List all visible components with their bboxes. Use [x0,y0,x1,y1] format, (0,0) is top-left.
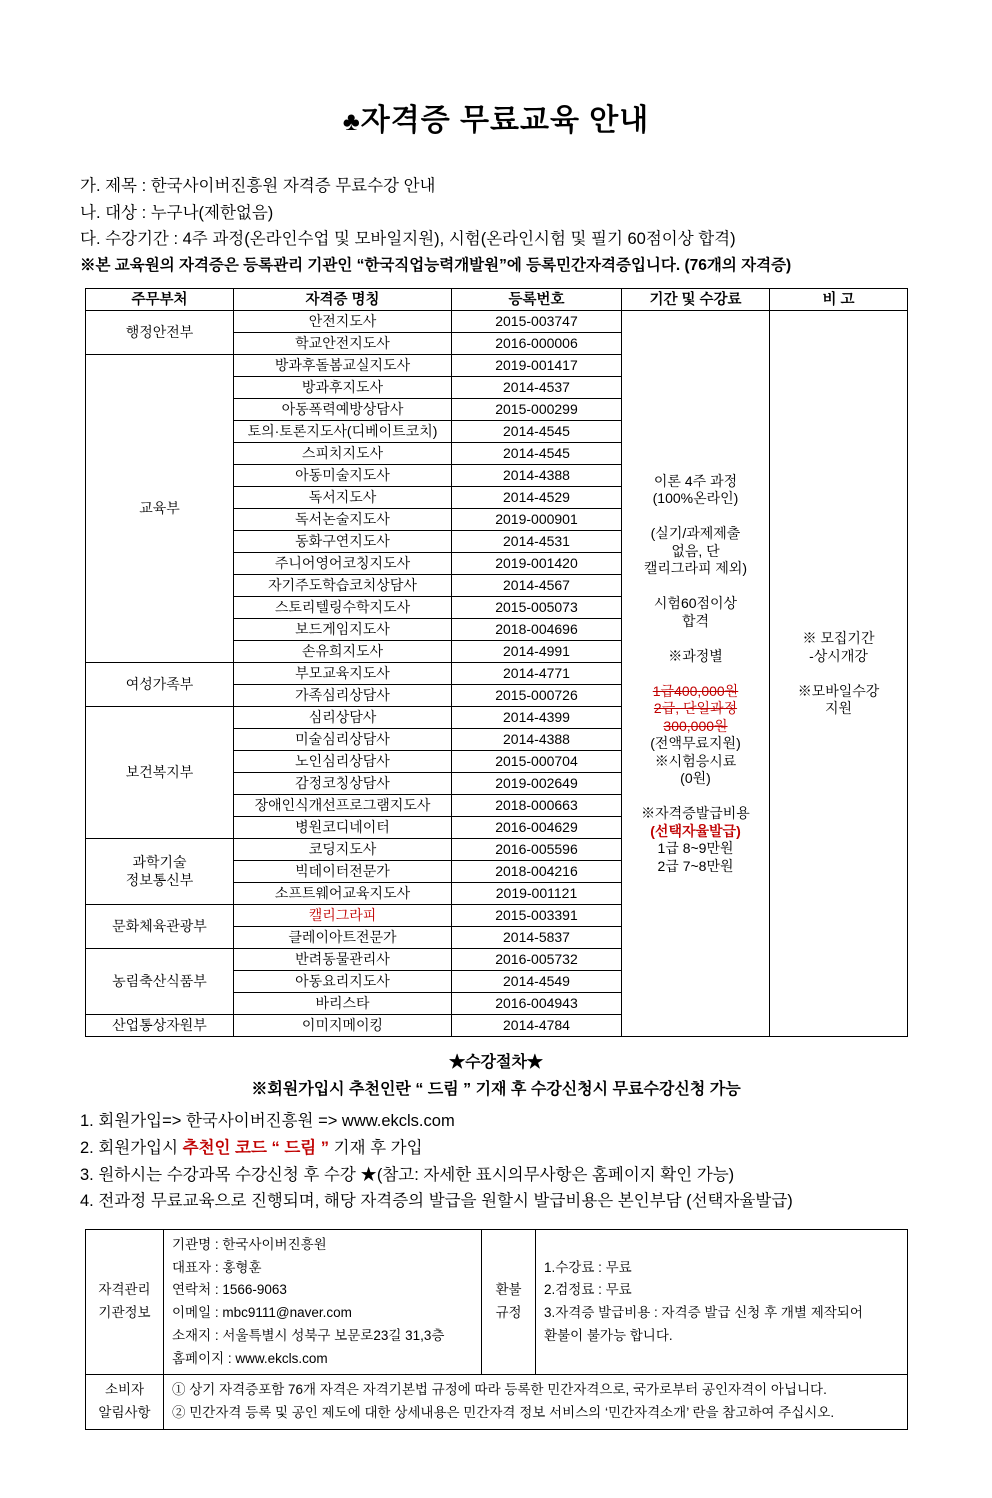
cell-cert-name: 아동요리지도사 [234,971,452,993]
cell-reg-number: 2019-001121 [452,883,622,905]
step-1-text: 회원가입=> 한국사이버진흥원 => www.ekcls.com [98,1112,455,1131]
cell-reg-number: 2014-4771 [452,663,622,685]
cell-cert-name: 바리스타 [234,993,452,1015]
department-name-line: 과학기술 [132,854,187,871]
procedure-subtitle: ※회원가입시 추천인란 “ 드림 ” 기재 후 수강신청시 무료수강신청 가능 [251,1081,741,1099]
remark-line: 지원 [824,700,853,717]
document-page [0,95,992,1498]
header-period-fee: 기간 및 수강료 [622,289,770,311]
cell-reg-number: 2014-4537 [452,377,622,399]
cell-cert-name: 미술심리상담사 [234,729,452,751]
procedure-title: ★수강절차★ [449,1054,543,1072]
fee-line: (실기/과제제출 [650,525,741,542]
step-2-highlight: 추천인 코드 “ 드림 ” [182,1138,330,1157]
cell-cert-name: 장애인식개선프로그램지도사 [234,795,452,817]
consumer-notice-body [164,1375,908,1429]
fee-line: 이론 4주 과정 [653,472,738,489]
cell-reg-number: 2018-000663 [452,795,622,817]
fee-strikethrough-line: 300,000원 [663,717,728,734]
step-3-num: 3. [80,1165,94,1184]
cell-reg-number: 2016-005596 [452,839,622,861]
info-left-label [86,1230,164,1375]
cell-reg-number: 2015-005073 [452,597,622,619]
contact-phone: 연락처 : 1566-9063 [172,1282,287,1298]
cell-cert-name: 가족심리상담사 [234,685,452,707]
step-2-pre: 회원가입시 [98,1138,183,1157]
cell-remarks [770,311,908,1037]
cell-reg-number: 2019-001417 [452,355,622,377]
cell-cert-name: 방과후지도사 [234,377,452,399]
fee-line [624,508,767,526]
consumer-notice-line-1: ① 상기 자격증포함 76개 자격은 자격기본법 규정에 따라 등록한 민간자격으로, 국가로부터 공인자격이 아닙니다. [172,1382,827,1398]
cell-reg-number: 2014-5837 [452,927,622,949]
cell-reg-number: 2018-004216 [452,861,622,883]
info-left-label-line-1: 자격관리 [98,1282,151,1298]
header-cert-name: 자격증 명칭 [234,289,452,311]
fee-line: (전액무료지원) [650,735,741,752]
cell-reg-number: 2016-005732 [452,949,622,971]
cell-cert-name: 방과후돌봄교실지도사 [234,355,452,377]
table-header-row [86,289,908,311]
department-name-line: 교육부 [139,500,180,517]
fee-strikethrough-line: 1급400,000원 [652,682,739,699]
intro-block [80,173,992,278]
cell-cert-name: 동화구연지도사 [234,531,452,553]
cell-cert-name: 아동폭력예방상담사 [234,399,452,421]
consumer-notice-label-line-2: 알림사항 [98,1404,151,1420]
fee-line: 캘리그라피 제외) [643,560,748,577]
cell-cert-name: 스피치지도사 [234,443,452,465]
cell-cert-name: 노인심리상담사 [234,751,452,773]
fee-line: ※과정별 [668,647,723,664]
institution-info-table [85,1229,908,1429]
cell-reg-number: 2015-000299 [452,399,622,421]
cell-cert-name: 코딩지도사 [234,839,452,861]
cell-cert-name: 주니어영어코칭지도사 [234,553,452,575]
cell-reg-number: 2015-000726 [452,685,622,707]
cell-cert-name: 안전지도사 [234,311,452,333]
procedure-steps [80,1108,992,1215]
intro-note: ※본 교육원의 자격증은 등록관리 기관인 “한국직업능력개발원”에 등록민간자격증입니다. (76개의 자격증) [80,257,792,275]
remark-line: ※모바일수강 [797,682,880,699]
cell-cert-name: 빅데이터전문가 [234,861,452,883]
cell-cert-name: 반려동물관리사 [234,949,452,971]
cell-cert-name: 감정코칭상담사 [234,773,452,795]
fee-line: (100%온라인) [652,490,739,507]
department-name-line: 여성가족부 [125,676,194,693]
refund-line-3: 3.자격증 발급비용 : 자격증 발급 신청 후 개별 제작되어 [544,1305,863,1321]
cell-reg-number: 2014-4545 [452,421,622,443]
fee-line: ※자격증발급비용 [641,805,750,822]
fee-line: 2급 7~8만원 [657,857,734,874]
cell-cert-name: 클레이아트전문가 [234,927,452,949]
department-name-line: 행정안전부 [125,324,194,341]
intro-line-3: 다. 수강기간 : 4주 과정(온라인수업 및 모바일지원), 시험(온라인시험 및 필기 60점이상 합격) [80,230,736,249]
consumer-notice-label [86,1375,164,1429]
cell-department [86,355,234,663]
fee-line: 없음, 단 [671,542,720,559]
cell-reg-number: 2019-001420 [452,553,622,575]
consumer-notice-row [86,1375,908,1429]
cell-cert-name: 스토리텔링수학지도사 [234,597,452,619]
cell-period-fee [622,311,770,1037]
refund-line-1: 1.수강료 : 무료 [544,1259,632,1275]
cell-reg-number: 2019-000901 [452,509,622,531]
refund-line-2: 2.검정료 : 무료 [544,1282,632,1298]
cell-cert-name: 독서논술지도사 [234,509,452,531]
cell-cert-name: 학교안전지도사 [234,333,452,355]
contact-email: 이메일 : mbc9111@naver.com [172,1305,352,1321]
cell-reg-number: 2015-003747 [452,311,622,333]
homepage: 홈페이지 : www.ekcls.com [172,1350,328,1366]
fee-line: 시험60점이상 [653,595,738,612]
cell-cert-name: 병원코디네이터 [234,817,452,839]
cell-reg-number: 2014-4531 [452,531,622,553]
cell-reg-number: 2014-4388 [452,729,622,751]
remark-line: -상시개강 [809,647,868,664]
consumer-notice-line-2: ② 민간자격 등록 및 공인 제도에 대한 상세내용은 민간자격 정보 서비스의 ‘민간자격소개’ 란을 참고하여 주십시오. [172,1404,835,1420]
table-row [86,311,908,333]
cell-reg-number: 2014-4399 [452,707,622,729]
cell-cert-name: 심리상담사 [234,707,452,729]
cell-cert-name: 토의·토론지도사(디베이트코치) [234,421,452,443]
cell-department [86,905,234,949]
cell-cert-name: 부모교육지도사 [234,663,452,685]
department-name-line: 정보통신부 [125,871,194,888]
fee-line: ※시험응시료 [654,752,737,769]
page-title-text: 자격증 무료교육 안내 [360,104,650,137]
info-right-label-line-1: 환불 [495,1282,522,1298]
cell-reg-number: 2018-004696 [452,619,622,641]
cell-cert-name: 아동미술지도사 [234,465,452,487]
cell-reg-number: 2014-4784 [452,1015,622,1037]
step-4-text: 전과정 무료교육으로 진행되며, 해당 자격증의 발급을 원할시 발급비용은 본인부담 (선택자율발급) [98,1192,793,1211]
intro-line-1: 가. 제목 : 한국사이버진흥원 자격증 무료수강 안내 [80,177,436,195]
cell-reg-number: 2015-000704 [452,751,622,773]
remark-line [772,665,905,683]
page-title [0,95,992,139]
fee-optional-issue-note: (선택자율발급) [650,822,741,839]
cell-cert-name: 자기주도학습코치상담사 [234,575,452,597]
refund-line-4: 환불이 불가능 합니다. [544,1327,673,1343]
fee-line [624,665,767,683]
cell-cert-name: 캘리그라피 [234,905,452,927]
cell-reg-number: 2016-000006 [452,333,622,355]
fee-line [624,630,767,648]
cell-reg-number: 2014-4567 [452,575,622,597]
cell-department [86,1015,234,1037]
cell-reg-number: 2016-004943 [452,993,622,1015]
cell-reg-number: 2014-4545 [452,443,622,465]
department-name-line: 문화체육관광부 [112,918,207,935]
step-4 [80,1188,992,1215]
fee-line [624,788,767,806]
representative: 대표자 : 홍형훈 [172,1259,262,1275]
step-3 [80,1162,992,1189]
department-name-line: 산업통상자원부 [112,1017,207,1034]
remark-line: ※ 모집기간 [802,630,875,647]
cell-reg-number: 2016-004629 [452,817,622,839]
info-left-body [164,1230,482,1375]
step-1 [80,1108,992,1135]
cell-department [86,311,234,355]
info-left-label-line-2: 기관정보 [98,1305,151,1321]
fee-line: 1급 8~9만원 [657,840,734,857]
cell-reg-number: 2019-002649 [452,773,622,795]
step-3-text: 원하시는 수강과목 수강신청 후 수강 ★(참고: 자세한 표시의무사항은 홈페이지 확인 가능) [98,1165,735,1184]
header-department: 주무부처 [86,289,234,311]
club-suit-icon: ♣ [342,106,361,136]
fee-line [624,578,767,596]
cell-reg-number: 2015-003391 [452,905,622,927]
info-right-label-line-2: 규정 [495,1305,522,1321]
cell-reg-number: 2014-4529 [452,487,622,509]
step-4-num: 4. [80,1192,94,1211]
address: 소재지 : 서울특별시 성북구 보문로23길 31,3층 [172,1327,445,1343]
cell-cert-name: 손유희지도사 [234,641,452,663]
cell-cert-name: 독서지도사 [234,487,452,509]
cell-cert-name: 소프트웨어교육지도사 [234,883,452,905]
header-remarks: 비 고 [770,289,908,311]
certificate-table [85,288,908,1037]
department-name-line: 농림축산식품부 [112,973,207,990]
cell-reg-number: 2014-4991 [452,641,622,663]
fee-strikethrough-line: 2급, 단일과정 [653,700,738,717]
step-1-num: 1. [80,1112,94,1131]
fee-line: 합격 [681,612,710,629]
cell-reg-number: 2014-4388 [452,465,622,487]
step-2-num: 2. [80,1138,94,1157]
step-2 [80,1135,992,1162]
info-right-label [482,1230,536,1375]
cell-reg-number: 2014-4549 [452,971,622,993]
cell-cert-name: 보드게임지도사 [234,619,452,641]
fee-line: (0원) [680,770,711,787]
intro-line-2: 나. 대상 : 누구나(제한없음) [80,203,274,222]
department-name-line: 보건복지부 [125,764,194,781]
cell-cert-name: 이미지메이킹 [234,1015,452,1037]
header-reg-number: 등록번호 [452,289,622,311]
refund-policy-body [536,1230,908,1375]
institution-name: 기관명 : 한국사이버진흥원 [172,1237,327,1253]
step-2-post: 기재 후 가입 [329,1138,423,1157]
cell-department [86,949,234,1015]
consumer-notice-label-line-1: 소비자 [104,1382,145,1398]
info-main-row [86,1230,908,1375]
cell-department [86,663,234,707]
cell-department [86,707,234,839]
cell-department [86,839,234,905]
